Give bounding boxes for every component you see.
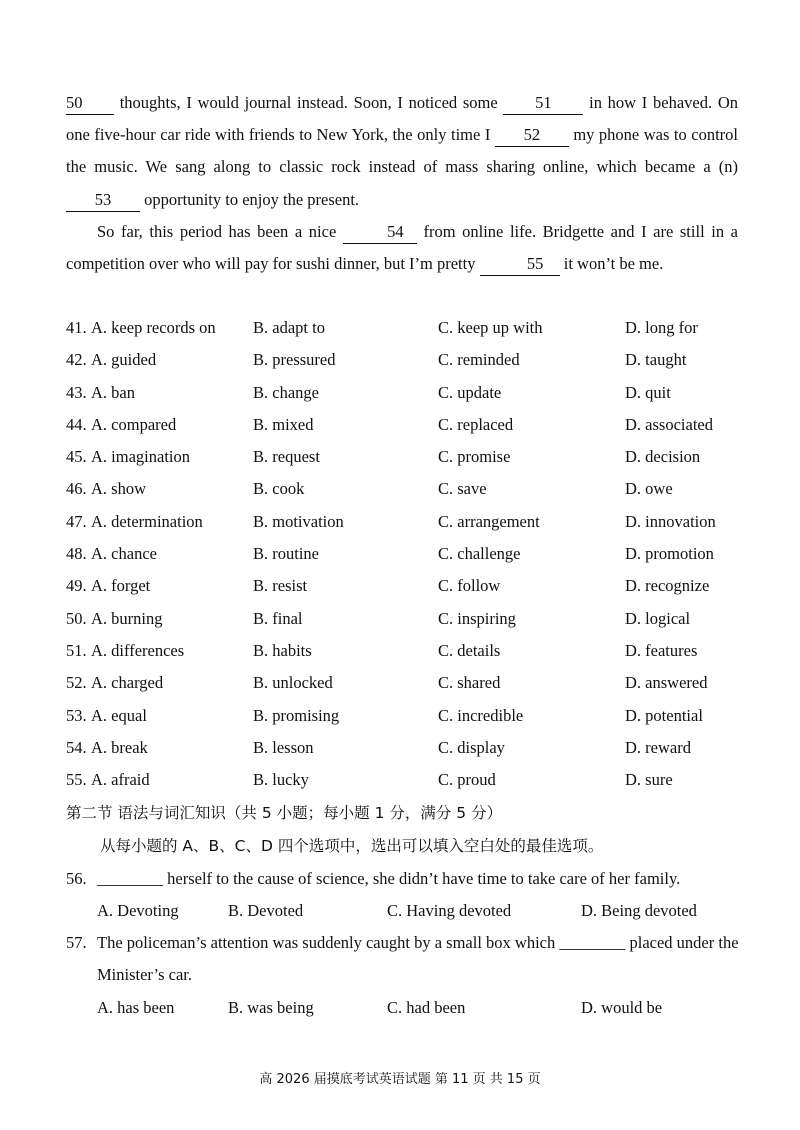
question-number: 52. (66, 673, 87, 693)
blank-53: 53 (66, 189, 140, 212)
question-number: 41. (66, 318, 87, 337)
question-number: 44. (66, 414, 87, 434)
option-d: D. decision (625, 447, 701, 467)
option-d: D. would be (581, 998, 663, 1017)
option-c: C. promise (438, 447, 511, 467)
question-number: 54. (66, 737, 87, 757)
answer-blank: ________ (559, 933, 626, 952)
option-a: A. imagination (91, 447, 190, 467)
option-a: A. keep records on (91, 318, 216, 337)
option-a: A. has been (97, 998, 175, 1017)
option-a: A. equal (91, 705, 147, 725)
option-c: C. inspiring (438, 608, 516, 628)
question-number: 49. (66, 576, 87, 596)
option-a: A. break (91, 737, 148, 757)
option-d: D. logical (625, 608, 691, 628)
option-b: B. resist (253, 576, 308, 596)
option-b: B. unlocked (253, 673, 333, 693)
option-a: A. afraid (91, 770, 150, 790)
option-c: C. shared (438, 673, 501, 693)
option-c: C. save (438, 479, 487, 499)
passage-text: thoughts, I would journal instead. Soon, I noticed some (114, 93, 504, 112)
option-a: A. compared (91, 414, 177, 434)
question-57 (66, 927, 746, 992)
option-c: C. had been (387, 998, 466, 1017)
option-b: B. lesson (253, 737, 314, 757)
option-b: B. final (253, 608, 303, 628)
question-56-options (97, 895, 757, 927)
choice-row (66, 732, 756, 764)
passage-text: in how I behaved. On one five-hour car ride with friends to New York, the only time I (66, 93, 738, 145)
question-number: 53. (66, 705, 87, 725)
question-stem: The policeman’s attention was suddenly caught by a small box which (97, 933, 560, 952)
choice-row (66, 344, 756, 376)
option-b: B. was being (228, 998, 314, 1017)
option-b: B. routine (253, 544, 319, 564)
option-d: D. quit (625, 382, 671, 402)
blank-52: 52 (495, 124, 569, 147)
question-number: 43. (66, 382, 87, 402)
option-d: D. Being devoted (581, 901, 697, 920)
choice-row (66, 635, 756, 667)
option-a: A. forget (91, 576, 151, 596)
option-c: C. reminded (438, 350, 520, 370)
option-d: D. recognize (625, 576, 710, 596)
passage-text: from online life. Bridgette and I are still in a competition over who will pay for sushi dinner, but I’m pretty (66, 221, 738, 274)
question-number: 42. (66, 350, 87, 370)
question-number: 56. (66, 869, 87, 888)
option-b: B. mixed (253, 414, 314, 434)
question-number: 51. (66, 640, 87, 660)
choice-row (66, 312, 756, 344)
option-c: C. update (438, 382, 502, 402)
option-b: B. motivation (253, 511, 344, 531)
option-c: C. details (438, 640, 501, 660)
passage-text: it won’t be me. (559, 254, 664, 274)
option-c: C. display (438, 737, 505, 757)
choice-row (66, 441, 756, 473)
option-b: B. pressured (253, 350, 336, 370)
choice-row (66, 377, 756, 409)
option-d: D. associated (625, 414, 713, 434)
option-c: C. Having devoted (387, 901, 512, 920)
option-b: B. adapt to (253, 318, 325, 337)
option-c: C. challenge (438, 544, 521, 564)
question-stem: herself to the cause of science, she didn’t have time to take care of her family. (163, 869, 681, 888)
option-a: A. chance (91, 544, 157, 564)
passage-paragraph-2 (66, 216, 738, 280)
option-a: A. differences (91, 640, 185, 660)
option-d: D. answered (625, 673, 708, 693)
section-title: 第二节 语法与词汇知识（共 5 小题；每小题 1 分，满分 5 分） (66, 804, 503, 822)
cloze-passage (66, 87, 738, 280)
choice-row (66, 764, 756, 796)
question-number: 57. (66, 933, 87, 952)
option-c: C. incredible (438, 705, 524, 725)
option-a: A. guided (91, 350, 157, 370)
option-b: B. change (253, 382, 319, 402)
option-b: B. Devoted (228, 901, 304, 920)
question-stem: placed under the Minister’s car. (97, 933, 739, 985)
option-d: D. taught (625, 350, 687, 370)
section-instruction: 从每小题的 A、B、C、D 四个选项中，选出可以填入空白处的最佳选项。 (100, 837, 604, 855)
option-a: A. show (91, 479, 147, 499)
option-b: B. lucky (253, 770, 309, 790)
question-number: 50. (66, 608, 87, 628)
option-c: C. follow (438, 576, 501, 596)
question-56 (66, 863, 746, 895)
choice-row (66, 473, 756, 505)
question-number: 46. (66, 479, 87, 499)
choice-row (66, 603, 756, 635)
passage-text: opportunity to enjoy the present. (140, 189, 360, 209)
choice-row (66, 700, 756, 732)
choice-list (66, 312, 756, 796)
option-a: A. burning (91, 608, 163, 628)
choice-row (66, 570, 756, 602)
blank-50: 50 (66, 92, 114, 115)
option-c: C. keep up with (438, 318, 543, 337)
choice-row (66, 506, 756, 538)
question-text (97, 863, 746, 895)
option-c: C. arrangement (438, 511, 540, 531)
question-number: 47. (66, 511, 87, 531)
blank-55: 55 (480, 253, 560, 276)
option-b: B. cook (253, 479, 305, 499)
option-b: B. promising (253, 705, 340, 725)
blank-51: 51 (503, 92, 583, 115)
choice-row (66, 538, 756, 570)
option-d: D. potential (625, 705, 703, 725)
question-number: 45. (66, 447, 87, 467)
option-a: A. determination (91, 511, 203, 531)
answer-blank: ________ (97, 869, 163, 888)
question-57-options (97, 992, 757, 1024)
option-d: D. promotion (625, 544, 714, 564)
page-footer: 高 2026 届摸底考试英语试题 第 11 页 共 15 页 (259, 1072, 541, 1087)
option-d: D. reward (625, 737, 691, 757)
option-c: C. replaced (438, 414, 514, 434)
option-a: A. Devoting (97, 901, 179, 920)
question-number: 48. (66, 544, 87, 564)
option-d: D. owe (625, 479, 673, 499)
option-c: C. proud (438, 770, 496, 790)
choice-row (66, 667, 756, 699)
option-d: D. innovation (625, 511, 716, 531)
question-number: 55. (66, 770, 87, 790)
option-a: A. charged (91, 673, 164, 693)
option-a: A. ban (91, 382, 135, 402)
question-text (97, 927, 746, 992)
option-d: D. features (625, 640, 698, 660)
option-b: B. request (253, 447, 320, 467)
passage-text: my phone was to control the music. We sang along to classic rock instead of mass sharing online, which became a (n) (66, 125, 738, 177)
passage-paragraph-1 (66, 87, 738, 216)
passage-text: So far, this period has been a nice (97, 221, 343, 241)
option-d: D. long for (625, 318, 698, 337)
blank-54: 54 (343, 221, 417, 244)
choice-row (66, 409, 756, 441)
option-b: B. habits (253, 640, 312, 660)
option-d: D. sure (625, 770, 673, 790)
